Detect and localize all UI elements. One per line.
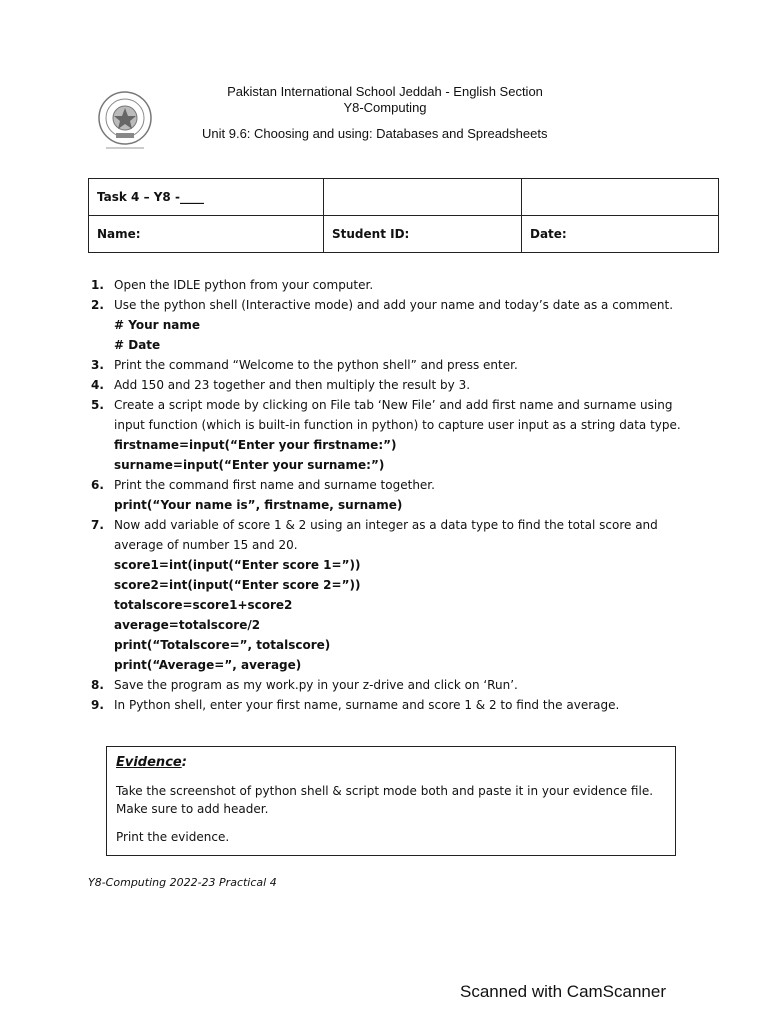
list-item: [88, 355, 688, 375]
code-line: score2=int(input(“Enter score 2=”)): [114, 578, 361, 592]
course-name: Y8-Computing: [343, 100, 427, 115]
step-text: Add 150 and 23 together and then multiply the result by 3.: [114, 378, 471, 392]
code-line: totalscore=score1+score2: [114, 598, 293, 612]
list-item: [88, 295, 688, 355]
evidence-print-note: Print the evidence.: [116, 830, 230, 844]
code-line: score1=int(input(“Enter score 1=”)): [114, 558, 361, 572]
blank-cell[interactable]: [522, 179, 719, 216]
code-line: firstname=input(“Enter your firstname:”): [114, 438, 397, 452]
step-text: Use the python shell (Interactive mode) and add your name and today’s date as a comment.: [114, 298, 674, 312]
evidence-title: Evidence: [116, 755, 182, 770]
step-text: Save the program as my work.py in your z-drive and click on ‘Run’.: [114, 678, 518, 692]
step-number: 2.: [91, 298, 104, 312]
evidence-instructions: Take the screenshot of python shell & script mode both and paste it in your evidence file. Make sure to add header.: [116, 784, 654, 816]
step-text: Open the IDLE python from your computer.: [114, 278, 374, 292]
list-item: [88, 395, 688, 475]
code-line: surname=input(“Enter your surname:”): [114, 458, 385, 472]
student-id-field-label[interactable]: Student ID:: [324, 216, 522, 253]
code-line: # Date: [114, 338, 161, 352]
list-item: [88, 375, 688, 395]
page-footer: Y8-Computing 2022-23 Practical 4: [88, 876, 277, 889]
blank-cell[interactable]: [324, 179, 522, 216]
list-item: [88, 275, 688, 295]
code-line: print(“Totalscore=”, totalscore): [114, 638, 331, 652]
school-name: Pakistan International School Jeddah - English Section: [227, 84, 543, 99]
task-label-cell: Task 4 – Y8 -____: [89, 179, 324, 216]
code-line: print(“Average=”, average): [114, 658, 302, 672]
list-item: [88, 675, 688, 695]
step-number: 5.: [91, 398, 104, 412]
list-item: [88, 475, 688, 515]
unit-title: Unit 9.6: Choosing and using: Databases and Spreadsheets: [202, 126, 548, 141]
step-number: 7.: [91, 518, 104, 532]
step-number: 4.: [91, 378, 104, 392]
code-line: print(“Your name is”, firstname, surname): [114, 498, 403, 512]
code-line: # Your name: [114, 318, 200, 332]
list-item: [88, 515, 688, 675]
table-row: [89, 179, 719, 216]
step-number: 8.: [91, 678, 104, 692]
scanner-watermark: Scanned with CamScanner: [460, 982, 667, 1001]
step-text: Print the command “Welcome to the python shell” and press enter.: [114, 358, 518, 372]
step-text: In Python shell, enter your first name, surname and score 1 & 2 to find the average.: [114, 698, 620, 712]
school-crest-icon: [92, 88, 158, 154]
name-field-label[interactable]: Name:: [89, 216, 324, 253]
evidence-box: Evidence: Take the screenshot of python shell & script mode both and paste it in your evidence file. Make sure to add header. Print the evidence.: [106, 746, 676, 856]
step-text: Now add variable of score 1 & 2 using an integer as a data type to find the total score and average of number 15 and 20.: [114, 518, 658, 552]
step-number: 1.: [91, 278, 104, 292]
instruction-list: [88, 275, 688, 715]
table-row: [89, 216, 719, 253]
date-field-label[interactable]: Date:: [522, 216, 719, 253]
list-item: [88, 695, 688, 715]
step-text: Print the command first name and surname together.: [114, 478, 435, 492]
step-number: 3.: [91, 358, 104, 372]
step-number: 6.: [91, 478, 104, 492]
step-text: Create a script mode by clicking on File tab ‘New File’ and add first name and surname using input function (which is built-in function in python) to capture user input as a string data type.: [114, 398, 681, 432]
step-number: 9.: [91, 698, 104, 712]
code-line: average=totalscore/2: [114, 618, 261, 632]
task-info-table: [88, 178, 719, 253]
